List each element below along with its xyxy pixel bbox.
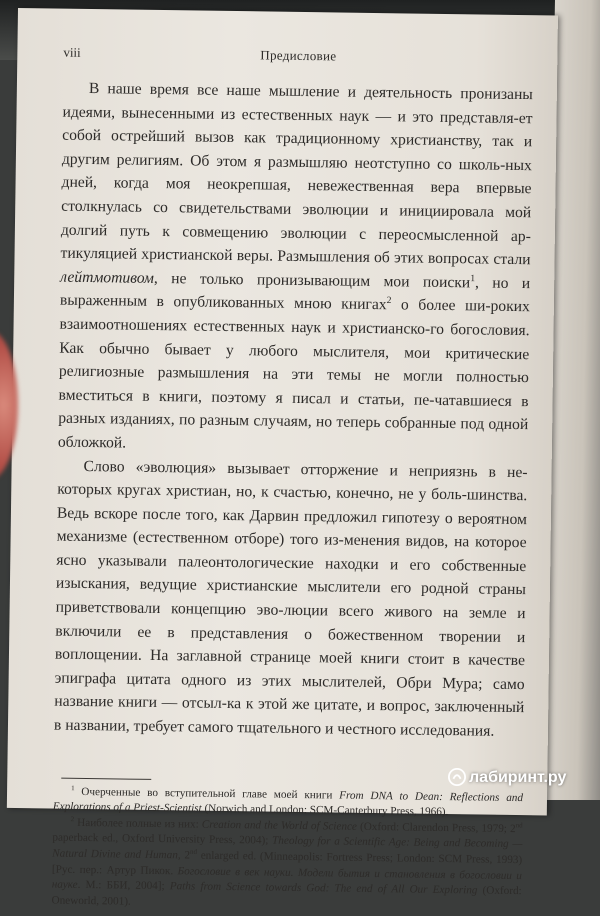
footnotes.1-run: nd (515, 821, 523, 830)
running-head: Предисловие (260, 47, 337, 64)
footnotes.0-run: 1 (71, 783, 75, 792)
watermark-text: лабиринт.ру (469, 769, 567, 786)
paragraphs.0-run: , не только пронизывающим мои поиски (153, 269, 471, 292)
paragraphs.0-run: , но и выраженным в опубликованных мною книгах (59, 274, 531, 314)
paragraphs.0-run: лейтмотивом (60, 268, 155, 287)
paragraphs.0-run: В наше время все наше мышление и деятельность пронизаны идеями, вынесенными из естественных наук — и это представля-ет собой острейший вызов как традиционному христианству, так и другим религиям. Об этом я размышляю неотступно со школь-ных дней, когда моя неокрепшая, невежественная вера впервые столкнулась со свидетельствами эволюции и инициировала мой долгий путь к совмещению эволюции с переосмысленной ар-тикуляцией христианской веры. Размышления об этих вопросах стали (60, 79, 533, 269)
paragraph-2 (54, 454, 528, 744)
footnotes.1-run: (Oxford: Clarendon Press, 1979; 2 (356, 820, 516, 835)
paragraphs.0-run: 2 (386, 295, 392, 307)
footnotes.1-run: 2 (70, 814, 75, 823)
footnote-rule (61, 777, 151, 779)
footnotes.1-run: Богословие в век науки. Модели бытия и становления в богословии и науке (51, 864, 523, 892)
footnotes.0-run: From DNA to Dean: Reflections and Explorations of a Priest-Scientist (52, 789, 524, 815)
footnotes.0-run: Очерченные во вступительной главе моей книги (74, 785, 340, 802)
book-page (7, 8, 558, 908)
footnotes.1-run: , 2 (177, 849, 191, 862)
labirint-logo-icon (448, 768, 466, 786)
footnote-2 (51, 815, 522, 915)
footnotes.1-run: (Oxford: Oneworld, 2001). (51, 884, 522, 908)
paragraphs.0-run: о более ши-роких взаимоотношениях естественных наук и христианско-го богословия. Как обычно бывает у любого мыслителя, мои критические религиозные размышления на эти темы не могли полностью вместиться в книги, поэтому я писал и статьи, пе-чатавшиеся в разных изданиях, по разным случаям, но теперь собранные под одной обложкой. (57, 296, 531, 452)
paragraph-1 (58, 77, 533, 461)
footnotes.1-run: . М.: ББИ, 2004]; (77, 879, 170, 893)
paragraphs.0-run: 1 (470, 272, 476, 284)
footnotes.0-run: (Norwich and London: SCM-Canterbury Press, 1966). (201, 802, 449, 819)
watermark (448, 768, 566, 787)
footnotes.1-run: Наиболее полные из них: (74, 816, 202, 831)
footnotes.1-run: enlarged ed. (Minneapolis: Fortress Press; London: SCM Press, 1993) [Рус. пер.: Артур Пикок. (51, 849, 523, 877)
footnotes.1-run: Theology for a Scientific Age: Being and Becoming — Natural Divine and Human (52, 835, 523, 862)
paragraphs.1-run: Слово «эволюция» вызывает отторжение и неприязнь в не-которых кругах христиан, но, к счастью, конечно, не у боль-шинства. Ведь вскоре после того, как Дарвин предложил гипотезу о вероятном механизме (естественном отборе) того из-менения видов, на которое ясно указывали палеонтологические находки и его собственные изыскания, ведущие христианские мыслители его родной страны приветствовали концепцию эво-люции всего живого на земле и включили ее в представления о божественном творении и воплощении. На заглавной странице моей книги стоит в качестве эпиграфа цитата одного из этих мыслителей, Обри Мура; само название книги — отсыл-ка к этой же цитате, и вопрос, заключенный в названии, требует самого тщательного и честного исследования. (53, 457, 528, 740)
page-number: viii (63, 44, 81, 60)
footnotes.1-run: nd (190, 847, 198, 856)
footnotes.1-run: Paths from Science towards God: The end of All Our Exploring (169, 880, 478, 897)
footnotes.1-run: paperback ed., Oxford University Press, 2004); (52, 831, 273, 848)
footnotes.1-run: Creation and the World of Science (201, 818, 358, 833)
